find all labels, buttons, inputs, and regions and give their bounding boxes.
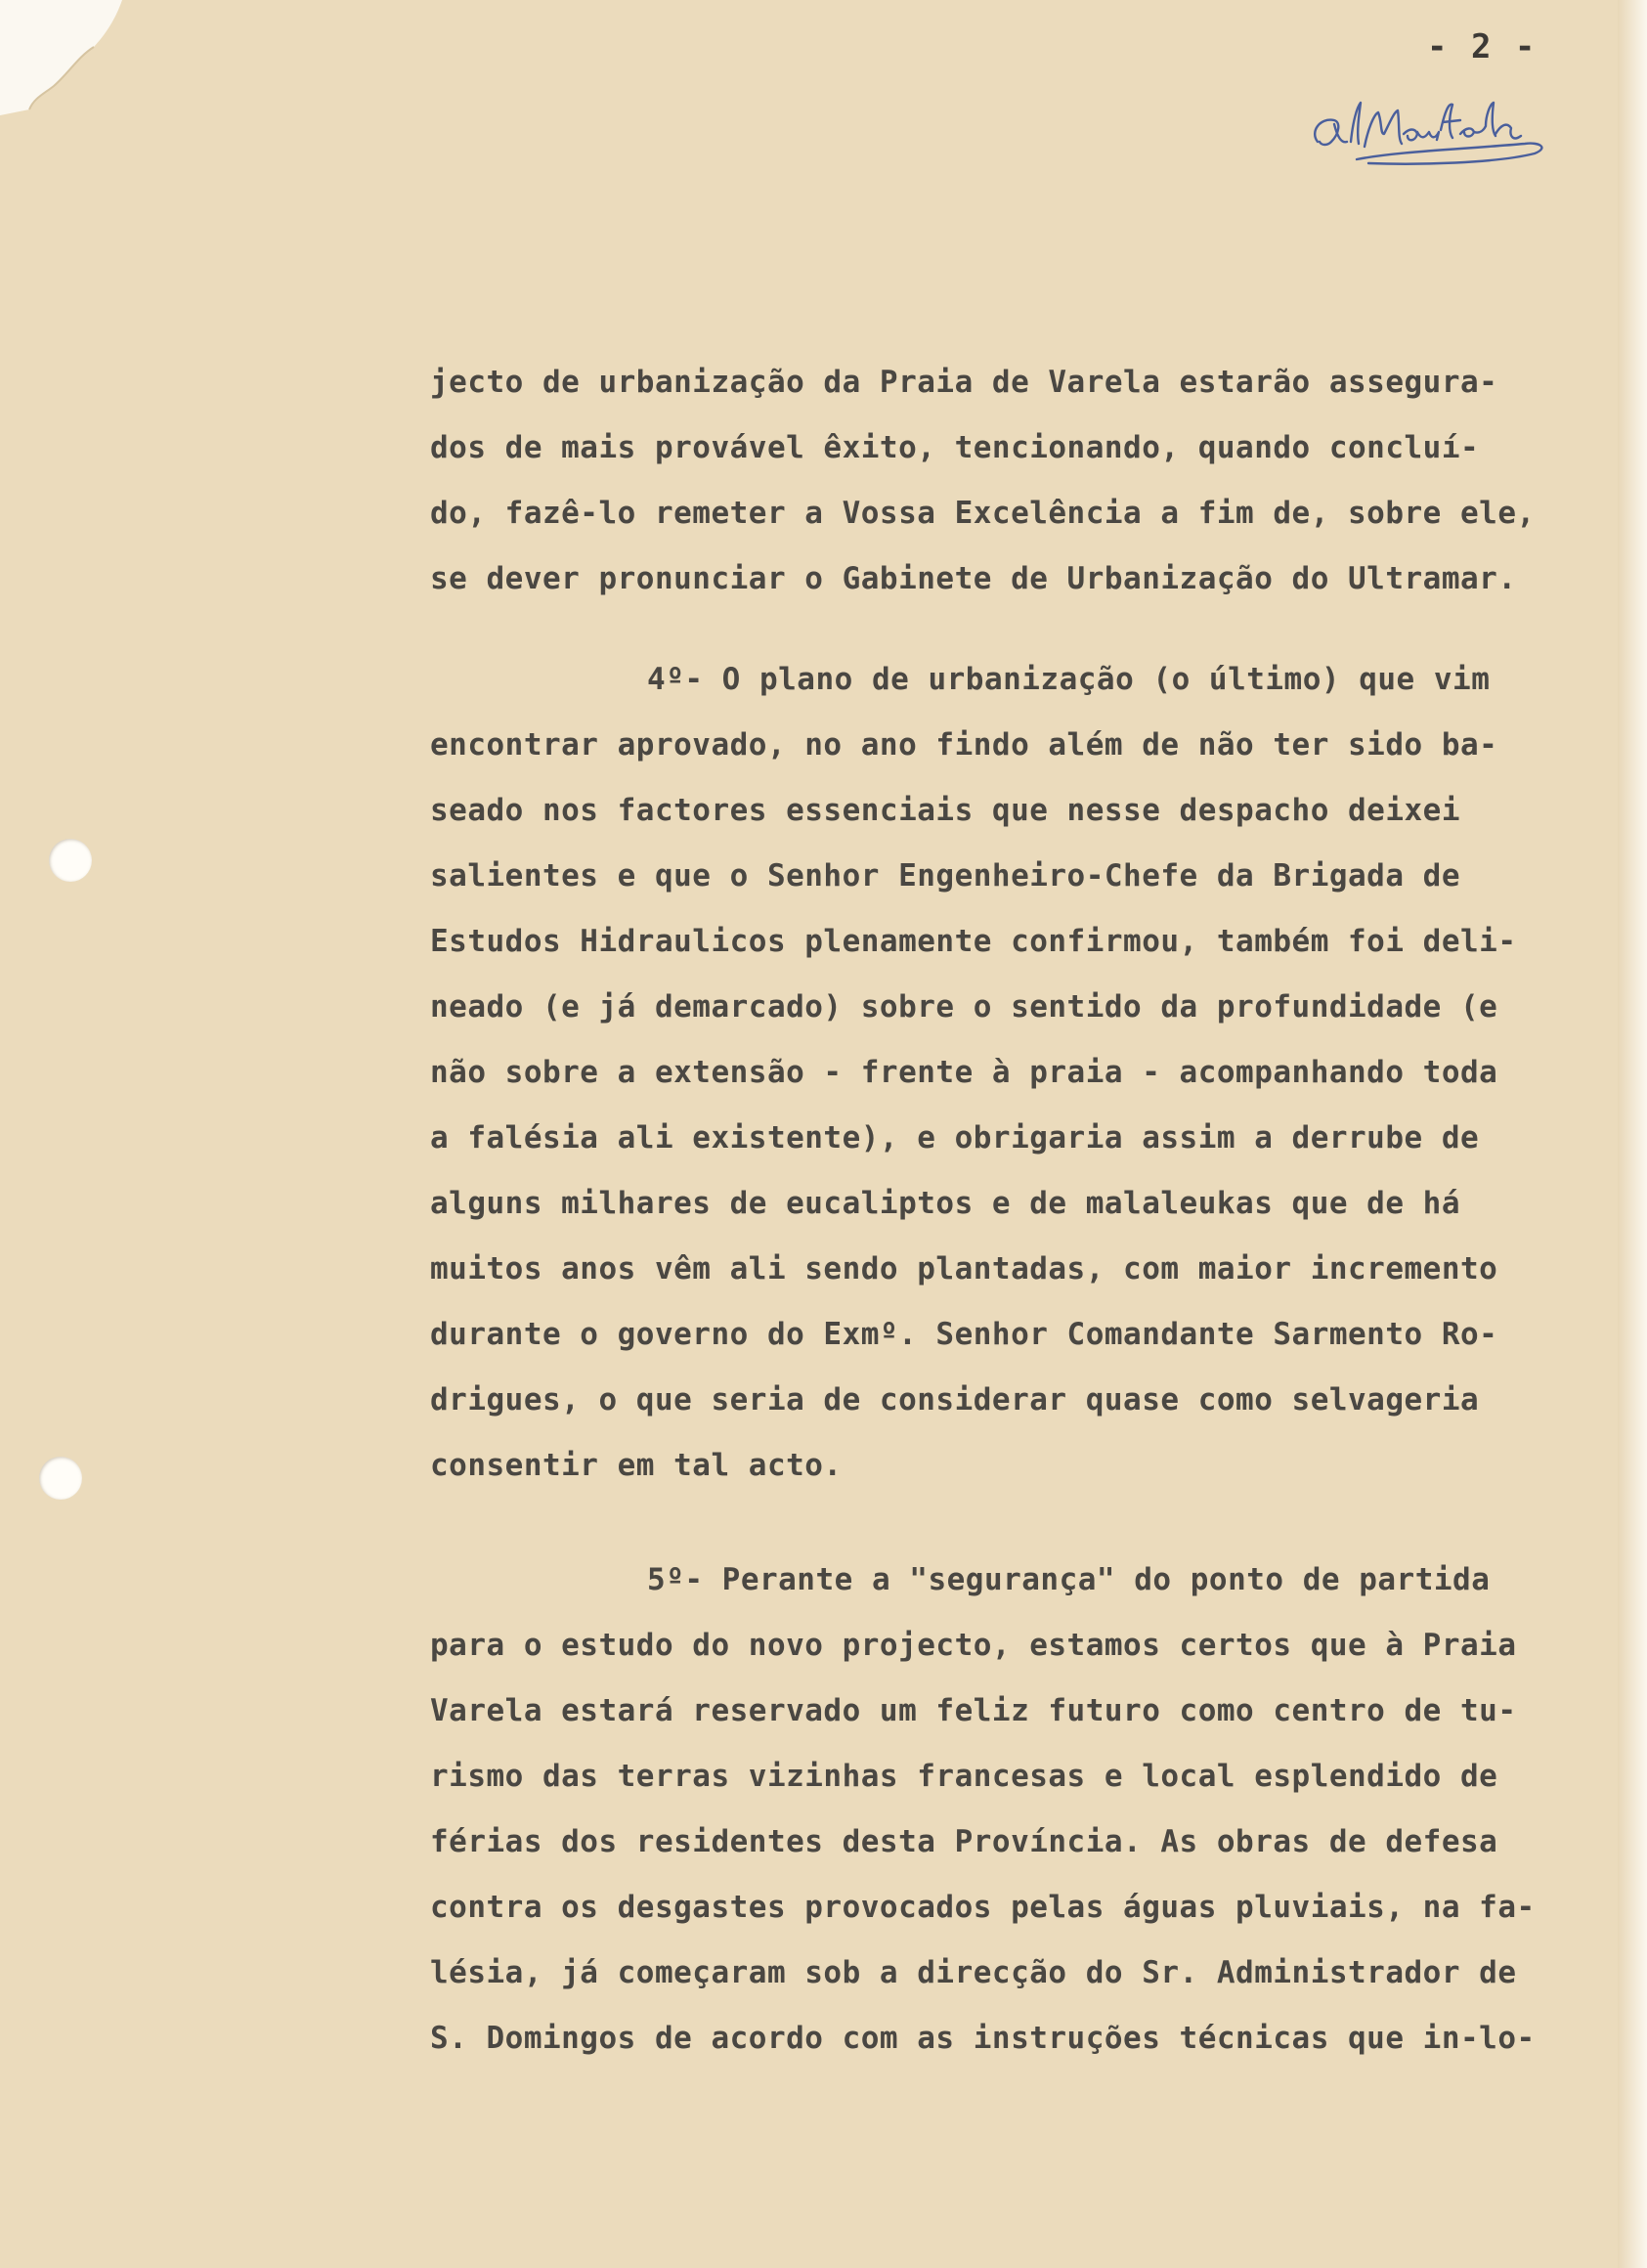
text-line: seado nos factores essenciais que nesse despacho deixei [430,793,1460,828]
punch-hole-upper [49,839,92,882]
text-line: lésia, já começaram sob a direcção do Sr. Administrador de [430,1955,1517,1990]
paper-edge [1618,0,1647,2268]
text-line: salientes e que o Senhor Engenheiro-Chefe da Brigada de [430,858,1460,894]
text-line: durante o governo do Exmº. Senhor Comandante Sarmento Ro- [430,1317,1498,1352]
text-line: Estudos Hidraulicos plenamente confirmou, também foi deli- [430,924,1517,959]
text-line: encontrar aprovado, no ano findo além de não ter sido ba- [430,727,1498,763]
text-line: 4º- O plano de urbanização (o último) que vim [647,662,1491,697]
text-line: para o estudo do novo projecto, estamos certos que à Praia [430,1628,1517,1663]
page-number: - 2 - [1427,27,1538,66]
text-line: drigues, o que seria de considerar quase como selvageria [430,1382,1480,1418]
handwritten-signature [1300,73,1564,181]
text-line: Varela estará reservado um feliz futuro como centro de tu- [430,1693,1517,1728]
text-line: se dever pronunciar o Gabinete de Urbanização do Ultramar. [430,561,1517,596]
text-line: contra os desgastes provocados pelas águas pluviais, na fa- [430,1890,1536,1925]
punch-hole-lower [39,1457,82,1500]
text-line: muitos anos vêm ali sendo plantadas, com maior incremento [430,1251,1498,1287]
paragraph-4 [430,647,1588,1499]
text-line: do, fazê-lo remeter a Vossa Excelência a fim de, sobre ele, [430,496,1536,531]
text-line: rismo das terras vizinhas francesas e local esplendido de [430,1759,1498,1794]
torn-corner [0,0,137,117]
text-line: neado (e já demarcado) sobre o sentido da profundidade (e [430,989,1498,1025]
text-line: 5º- Perante a "segurança" do ponto de partida [647,1562,1491,1597]
text-line: não sobre a extensão - frente à praia - acompanhando toda [430,1055,1498,1090]
text-line: jecto de urbanização da Praia de Varela estarão assegura- [430,365,1498,400]
text-line: S. Domingos de acordo com as instruções técnicas que in-lo- [430,2021,1536,2056]
text-line: a falésia ali existente), e obrigaria assim a derrube de [430,1120,1480,1156]
text-line: alguns milhares de eucaliptos e de malaleukas que de há [430,1186,1460,1221]
paragraph-5 [430,1548,1588,2072]
paragraph-continuation [430,350,1588,612]
text-line: férias dos residentes desta Província. As obras de defesa [430,1824,1498,1859]
letter-body [430,350,1588,2072]
text-line: dos de mais provável êxito, tencionando, quando concluí- [430,430,1480,465]
text-line: consentir em tal acto. [430,1448,843,1483]
